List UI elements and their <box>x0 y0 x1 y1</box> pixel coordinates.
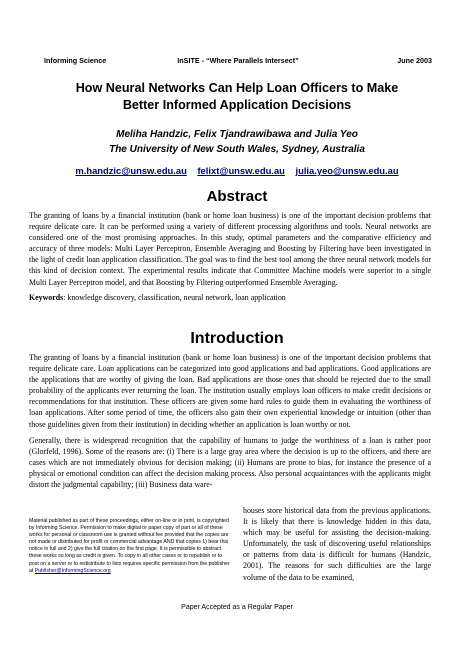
abstract-text: The granting of loans by a financial institution (bank or home loan business) is one of the important decision problems that require delicate care. It can be performed using a variety of different processing algorithms and tools. Neural networks are considered one of the most promising approaches. In this study, optimal parameters and the comparative efficiency and accuracy of three models: Multi Layer Perceptron, Ensemble Averaging and Boosting by Filtering have been investigated in the light of credit loan application classification. The goal was to find the best tool among the three neural network models for this kind of decision context. The experimental results indicate that Committee Machine models were superior to a single Multi Layer Perceptron model, and that Boosting by Filtering outperformed Ensemble Averaging. <box>29 211 431 287</box>
email-link-yeo[interactable]: julia.yeo@unsw.edu.au <box>295 165 399 176</box>
intro-paragraph-1: The granting of loans by a financial institution (bank or home loan business) is one of the important decision problems that require delicate care. Loan applications can be categorized into good applications and bad applications. Good applications are the applications that are worthy of giving the loan. Bad applications are those ones that should be rejected due to the small probability of the applicants ever returning the loan. The institution usually employs loan officers to make credit decisions or recommendations for that institution. These officers are given some hard rules to guide them in evaluating the worthiness of loan applications. After some period of time, the officers also gain their own experiential knowledge or intuition (other than those guidelines given from their institution) in deciding whether an application is loan worthy or not. <box>29 353 431 429</box>
keywords-label: Keywords <box>29 292 64 302</box>
author-names: Meliha Handzic, Felix Tjandrawibawa and Julia Yeo <box>116 129 358 140</box>
title-line-1: How Neural Networks Can Help Loan Officers to Make <box>75 81 399 95</box>
email-link-felixt[interactable]: felixt@unsw.edu.au <box>197 165 285 176</box>
abstract-heading: Abstract <box>206 188 268 205</box>
abstract-body <box>29 210 431 303</box>
keywords-line <box>29 292 431 303</box>
intro-paragraph-2-continued: houses store historical data from the previous applications. It is likely that there is knowledge hidden in this data, which may be useful for assisting the decision-making. Unfortunately, the task of discovering useful relationships or patterns from data is difficult for humans (Handzic, 2001). The reasons for such difficulties are the large volume of the data to be examined, <box>243 506 431 582</box>
email-link-handzic[interactable]: m.handzic@unsw.edu.au <box>75 165 187 176</box>
copyright-notice <box>29 518 230 575</box>
header-date: June 2003 <box>397 56 432 65</box>
introduction-heading: Introduction <box>190 330 284 347</box>
copyright-text: Material published as part of these proceedings, either on-line or in print, is copyrighted by Informing Science. Permission to make digital or paper copy of part or all of these works for personal or classroom use is granted without fee provided that the copies are not made or distributed for profit or commercial advantage AND that copies 1) bear this notice in full and 2) give the full citation on the first page. It is permissible to abstract these works so long as credit is given. To copy in all other cases or to republish or to post on a server or to redistribute to lists requires specific permission from the publisher at <box>29 518 230 574</box>
publisher-email-link[interactable]: Publisher@InformingScience.org <box>34 567 111 574</box>
title-line-2: Better Informed Application Decisions <box>122 98 352 112</box>
intro-paragraph-2: Generally, there is widespread recognition that the capability of humans to judge the worthiness of a loan is rather poor (Glorfeld, 1996). Some of the reasons are: (i) There is a large gray area where the decision is up to the officers, and there are cases which are not immediately obvious for decision making; (ii) Humans are prone to bias, for instance the presence of a physical or emotional condition can affect the decision making process. Also personal acquaintances with the applicants might distort the judgmental capability; (iii) Business data ware- <box>29 435 431 490</box>
header-journal: Informing Science <box>44 56 107 65</box>
author-block <box>20 127 454 157</box>
introduction-body <box>29 352 431 490</box>
header-conference: InSITE - “Where Parallels Intersect” <box>177 56 299 65</box>
keywords-text: : knowledge discovery, classification, neural network, loan application <box>63 292 286 302</box>
author-emails <box>20 165 454 176</box>
author-affiliation: The University of New South Wales, Sydney, Australia <box>109 144 365 155</box>
page-footer: Paper Accepted as a Regular Paper <box>181 604 293 611</box>
paper-title <box>20 80 454 114</box>
